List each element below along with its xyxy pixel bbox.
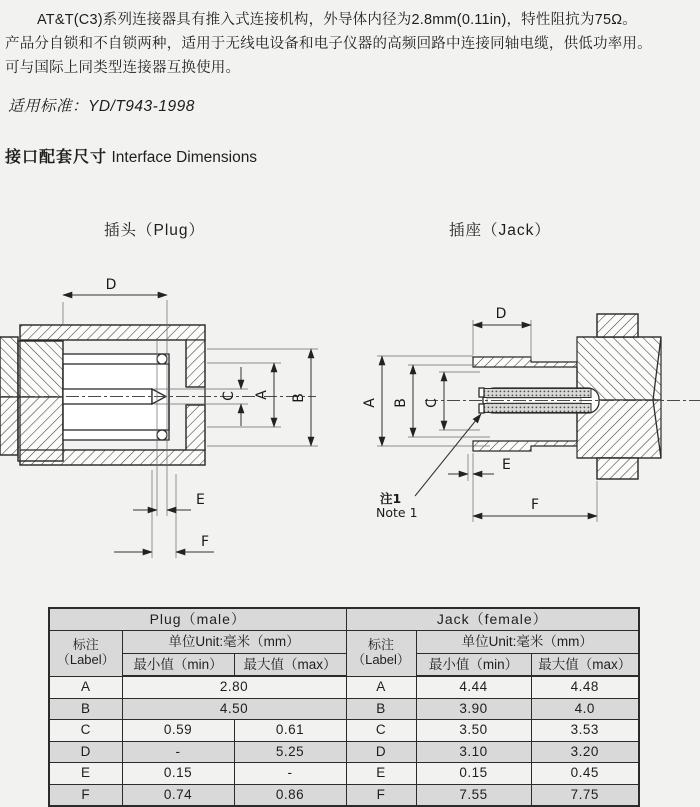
plug-drawing [0, 258, 330, 573]
plug-min-value: 0.15 [122, 763, 234, 785]
plug-value: 4.50 [122, 698, 346, 720]
plug-dim-label-e: E [196, 492, 205, 508]
row-label: D [49, 741, 122, 763]
table-row [49, 720, 639, 742]
section-heading [5, 144, 257, 167]
jack-dimensions [362, 306, 597, 522]
jack-max-value: 0.45 [531, 763, 639, 785]
jack-dim-label-f: F [530, 497, 540, 513]
plug-min-value: 0.59 [122, 720, 234, 742]
plug-max-header: 最大值（max） [234, 654, 346, 677]
plug-label-header-en: （Label） [56, 652, 115, 668]
jack-dim-label-a: A [362, 398, 378, 408]
jack-dim-label-d: D [495, 306, 507, 322]
jack-drawing [355, 258, 700, 573]
jack-max-value: 4.48 [531, 676, 639, 698]
plug-group-header: Plug（male） [49, 608, 346, 631]
jack-dim-label-b: B [393, 398, 409, 408]
plug-unit-header: 单位Unit:毫米（mm） [122, 631, 346, 654]
section-heading-zh: 接口配套尺寸 [5, 149, 108, 166]
plug-dim-label-c: C [221, 391, 237, 401]
jack-min-value: 3.10 [416, 741, 531, 763]
table-row [49, 763, 639, 785]
plug-max-value: - [234, 763, 346, 785]
jack-note-zh: 注1 [380, 491, 402, 506]
plug-dim-label-d: D [105, 277, 117, 293]
plug-min-value: 0.74 [122, 784, 234, 806]
jack-min-header: 最小值（min） [416, 654, 531, 677]
jack-label-header-zh: 标注 [367, 637, 394, 653]
intro-paragraph [5, 8, 699, 80]
intro-line-2: 产品分自锁和不自锁两种，适用于无线电设备和电子仪器的高频回路中连接同轴电缆，供低功率用。 [5, 36, 652, 52]
jack-max-value: 7.75 [531, 784, 639, 806]
table-minmax-header-row [49, 654, 639, 677]
row-label: B [346, 698, 416, 720]
jack-group-header: Jack（female） [346, 608, 639, 631]
jack-unit-header: 单位Unit:毫米（mm） [416, 631, 639, 654]
plug-dim-label-a: A [254, 390, 270, 400]
row-label: E [346, 763, 416, 785]
table-row [49, 676, 639, 698]
table-row [49, 698, 639, 720]
jack-max-header: 最大值（max） [531, 654, 639, 677]
plug-max-value: 5.25 [234, 741, 346, 763]
intro-line-1: AT&T(C3)系列连接器具有推入式连接机构，外导体内径为2.8mm(0.11in)，特性阻抗为75Ω。 [37, 12, 637, 28]
table-row [49, 784, 639, 806]
interface-dimensions-table [48, 607, 640, 807]
row-label: C [49, 720, 122, 742]
jack-min-value: 3.50 [416, 720, 531, 742]
jack-min-value: 3.90 [416, 698, 531, 720]
jack-label-header [346, 631, 416, 677]
jack-min-value: 0.15 [416, 763, 531, 785]
row-label: C [346, 720, 416, 742]
jack-min-value: 7.55 [416, 784, 531, 806]
row-label: F [346, 784, 416, 806]
jack-dim-label-c: C [424, 398, 440, 408]
plug-label-header-zh: 标注 [72, 637, 99, 653]
jack-max-value: 4.0 [531, 698, 639, 720]
jack-dim-label-e: E [502, 457, 511, 473]
jack-label-header-en: （Label） [352, 652, 410, 668]
jack-max-value: 3.53 [531, 720, 639, 742]
row-label: B [49, 698, 122, 720]
table-group-header-row [49, 608, 639, 631]
table-row [49, 741, 639, 763]
plug-label-header [49, 631, 122, 677]
plug-dim-label-b: B [291, 393, 307, 403]
applicable-standard: 适用标准：YD/T943-1998 [8, 98, 195, 115]
plug-max-value: 0.86 [234, 784, 346, 806]
plug-min-value: - [122, 741, 234, 763]
row-label: D [346, 741, 416, 763]
jack-min-value: 4.44 [416, 676, 531, 698]
plug-max-value: 0.61 [234, 720, 346, 742]
plug-dim-label-f: F [201, 534, 210, 550]
jack-caption: 插座（Jack） [449, 222, 551, 239]
intro-line-3: 可与国际上同类型连接器互换使用。 [5, 60, 241, 76]
table-unit-header-row [49, 631, 639, 654]
row-label: A [49, 676, 122, 698]
row-label: A [346, 676, 416, 698]
row-label: E [49, 763, 122, 785]
section-heading-en: Interface Dimensions [111, 149, 258, 166]
jack-max-value: 3.20 [531, 741, 639, 763]
plug-min-header: 最小值（min） [122, 654, 234, 677]
jack-note-en: Note 1 [376, 505, 418, 520]
plug-value: 2.80 [122, 676, 346, 698]
plug-caption: 插头（Plug） [104, 222, 206, 239]
row-label: F [49, 784, 122, 806]
jack-body [425, 314, 700, 479]
